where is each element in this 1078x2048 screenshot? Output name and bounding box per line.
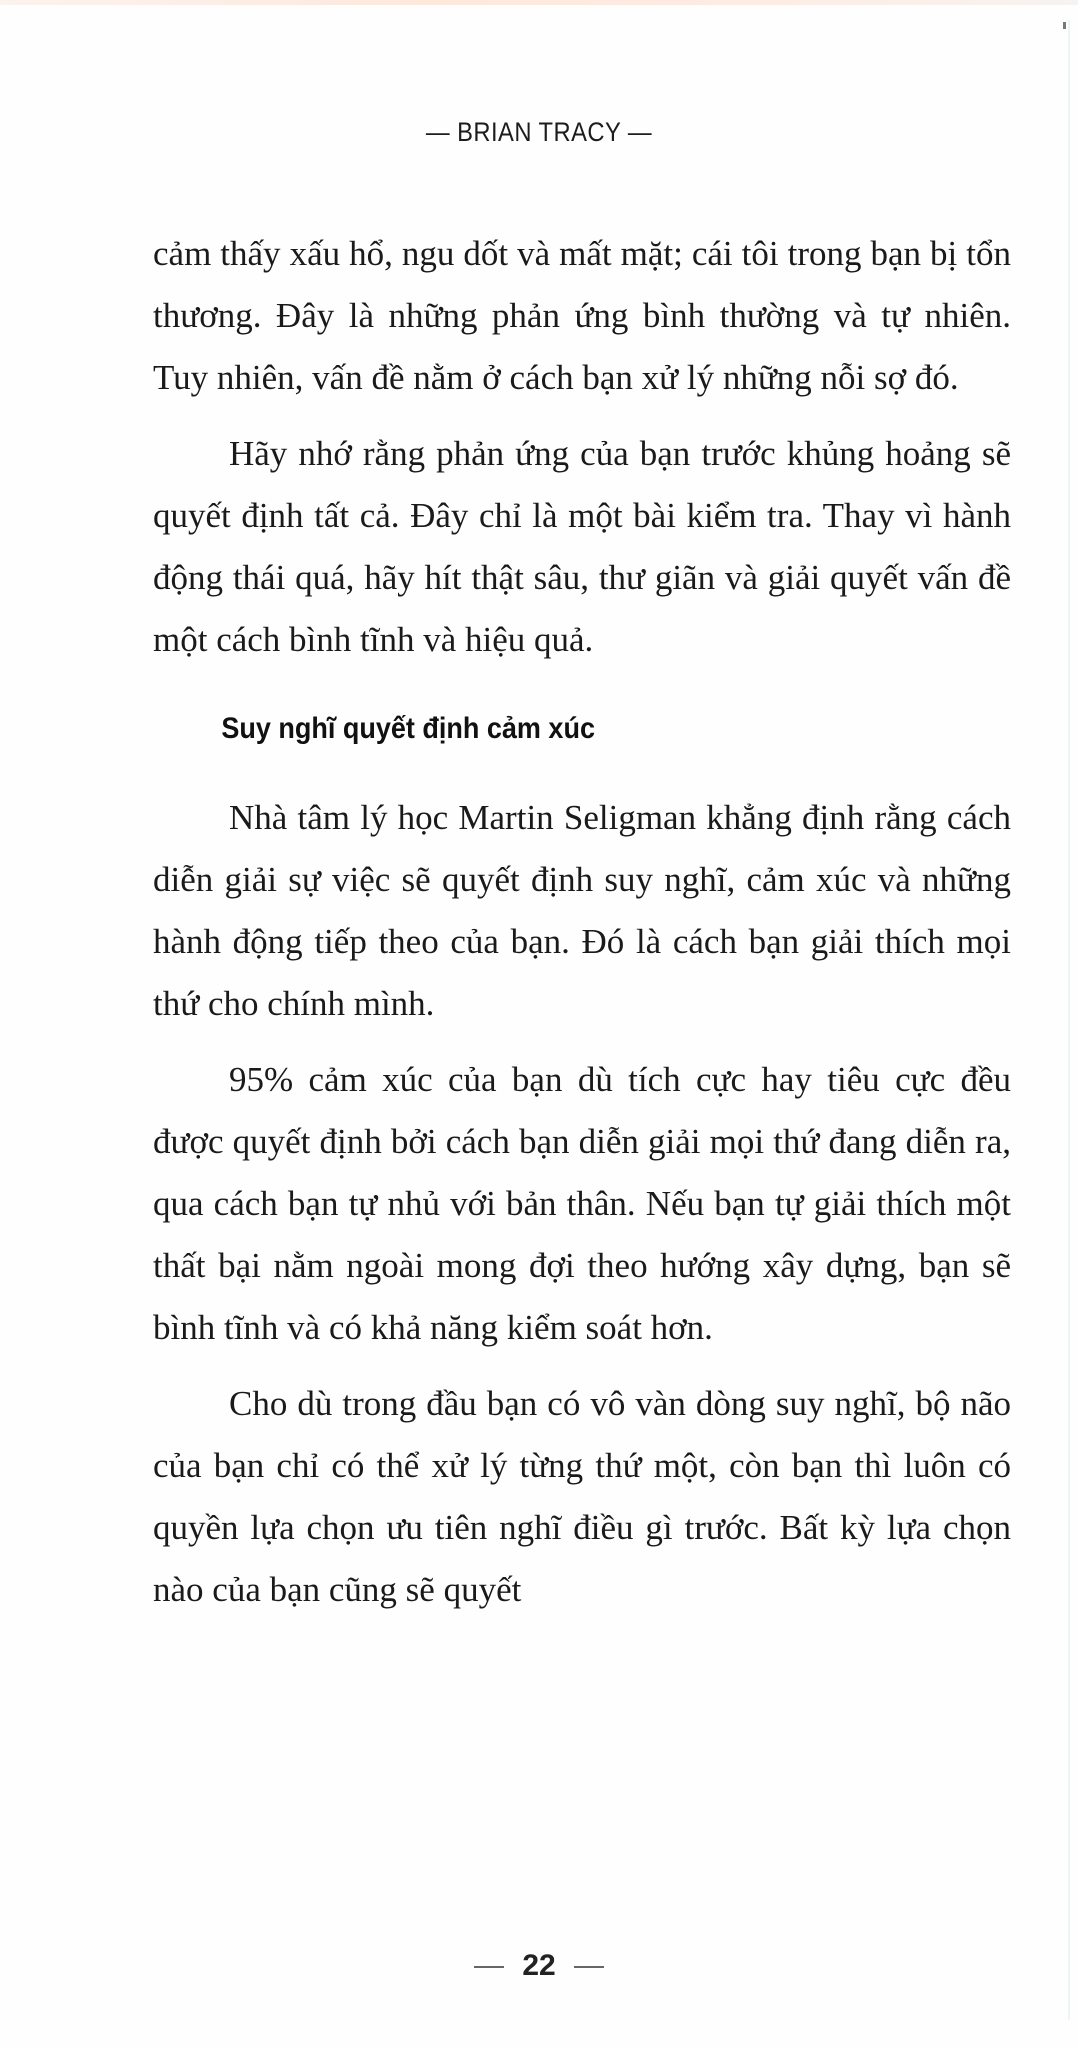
paragraph: Hãy nhớ rằng phản ứng của bạn trước khủng hoảng sẽ quyết định tất cả. Đây chỉ là một bài kiểm tra. Thay vì hành động thái quá, hãy hít thật sâu, thư giãn và giải quyết vấn đề một cách bình tĩnh và hiệu quả. xyxy=(153,434,1011,659)
page-number xyxy=(0,1949,1078,1983)
running-header: — BRIAN TRACY — xyxy=(425,117,653,147)
page-body xyxy=(153,223,1011,1621)
paragraph: Nhà tâm lý học Martin Seligman khẳng định rằng cách diễn giải sự việc sẽ quyết định suy nghĩ, cảm xúc và những hành động tiếp theo của bạn. Đó là cách bạn giải thích mọi thứ cho chính mình. xyxy=(153,798,1011,1023)
paragraph-continued: cảm thấy xấu hổ, ngu dốt và mất mặt; cái tôi trong bạn bị tổn thương. Đây là những phản ứng bình thường và tự nhiên. Tuy nhiên, vấn đề nằm ở cách bạn xử lý những nỗi sợ đó. xyxy=(153,234,1011,397)
page-number-value: 22 xyxy=(522,1949,556,1982)
section-heading: Suy nghĩ quyết định cảm xúc xyxy=(221,712,595,745)
scan-mark xyxy=(1063,22,1066,29)
dash-right xyxy=(574,1966,604,1968)
dash-left xyxy=(474,1966,504,1968)
page-right-edge xyxy=(1068,20,1070,2020)
paragraph: Cho dù trong đầu bạn có vô vàn dòng suy nghĩ, bộ não của bạn chỉ có thể xử lý từng thứ một, còn bạn thì luôn có quyền lựa chọn ưu tiên nghĩ điều gì trước. Bất kỳ lựa chọn nào của bạn cũng sẽ quyết xyxy=(153,1384,1011,1609)
page-top-edge xyxy=(0,0,1078,5)
paragraph: 95% cảm xúc của bạn dù tích cực hay tiêu cực đều được quyết định bởi cách bạn diễn giải mọi thứ đang diễn ra, qua cách bạn tự nhủ với bản thân. Nếu bạn tự giải thích một thất bại nằm ngoài mong đợi theo hướng xây dựng, bạn sẽ bình tĩnh và có khả năng kiểm soát hơn. xyxy=(153,1060,1011,1347)
